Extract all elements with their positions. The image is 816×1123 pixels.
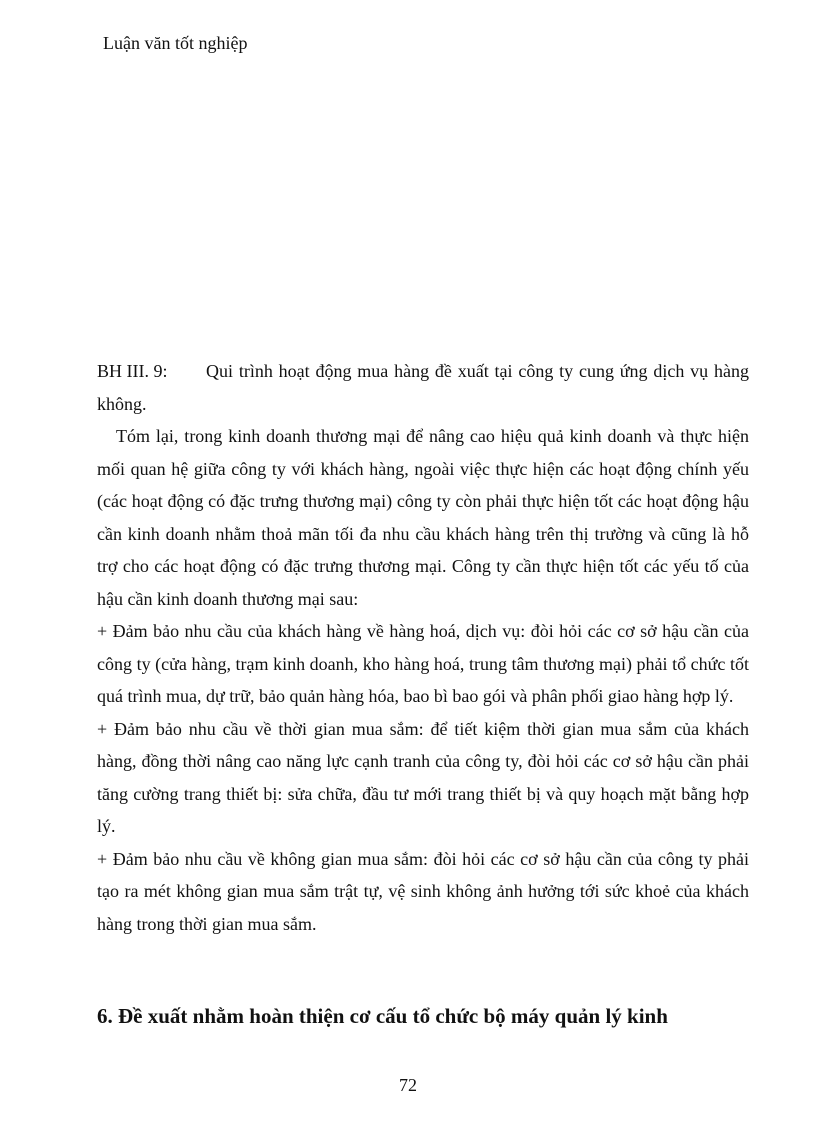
body-content xyxy=(97,355,749,940)
bullet-shopping-time: + Đảm bảo nhu cầu về thời gian mua sắm: để tiết kiệm thời gian mua sắm của khách hàng, đồng thời nâng cao năng lực cạnh tranh của công ty, đòi hỏi các cơ sở hậu cần phải tăng cường trang thiết bị: sửa chữa, đầu tư mới trang thiết bị và quy hoạch mặt bằng hợp lý. xyxy=(97,718,749,836)
running-header: Luận văn tốt nghiệp xyxy=(103,33,248,53)
section-heading: 6. Đề xuất nhằm hoàn thiện cơ cấu tổ chức bộ máy quản lý kinh xyxy=(97,1004,668,1028)
figure-caption-label: BH III. 9: xyxy=(97,361,168,381)
figure-caption xyxy=(97,355,749,420)
bullet-goods-services: + Đảm bảo nhu cầu của khách hàng về hàng hoá, dịch vụ: đòi hỏi các cơ sở hậu cần của công ty (cửa hàng, trạm kinh doanh, kho hàng hoá, trung tâm thương mại) phải tổ chức tốt quá trình mua, dự trữ, bảo quản hàng hóa, bao bì bao gói và phân phối giao hàng hợp lý. xyxy=(97,621,749,706)
summary-paragraph: Tóm lại, trong kinh doanh thương mại để nâng cao hiệu quả kinh doanh và thực hiện mối quan hệ giữa công ty với khách hàng, ngoài việc thực hiện các hoạt động chính yếu (các hoạt động có đặc trưng thương mại) công ty còn phải thực hiện tốt các hoạt động hậu cần kinh doanh nhằm thoả mãn tối đa nhu cầu khách hàng trên thị trường và cũng là hỗ trợ cho các hoạt động có đặc trưng thương mại. Công ty cần thực hiện tốt các yếu tố của hậu cần kinh doanh thương mại sau: xyxy=(97,426,749,609)
figure-caption-text: Qui trình hoạt động mua hàng đề xuất tại công ty cung ứng dịch vụ hàng không. xyxy=(97,361,749,414)
page-number: 72 xyxy=(399,1075,417,1095)
bullet-shopping-space: + Đảm bảo nhu cầu về không gian mua sắm: đòi hỏi các cơ sở hậu cần của công ty phải tạo ra mét không gian mua sắm trật tự, vệ sinh không ảnh hưởng tới sức khoẻ của khách hàng trong thời gian mua sắm. xyxy=(97,848,749,934)
